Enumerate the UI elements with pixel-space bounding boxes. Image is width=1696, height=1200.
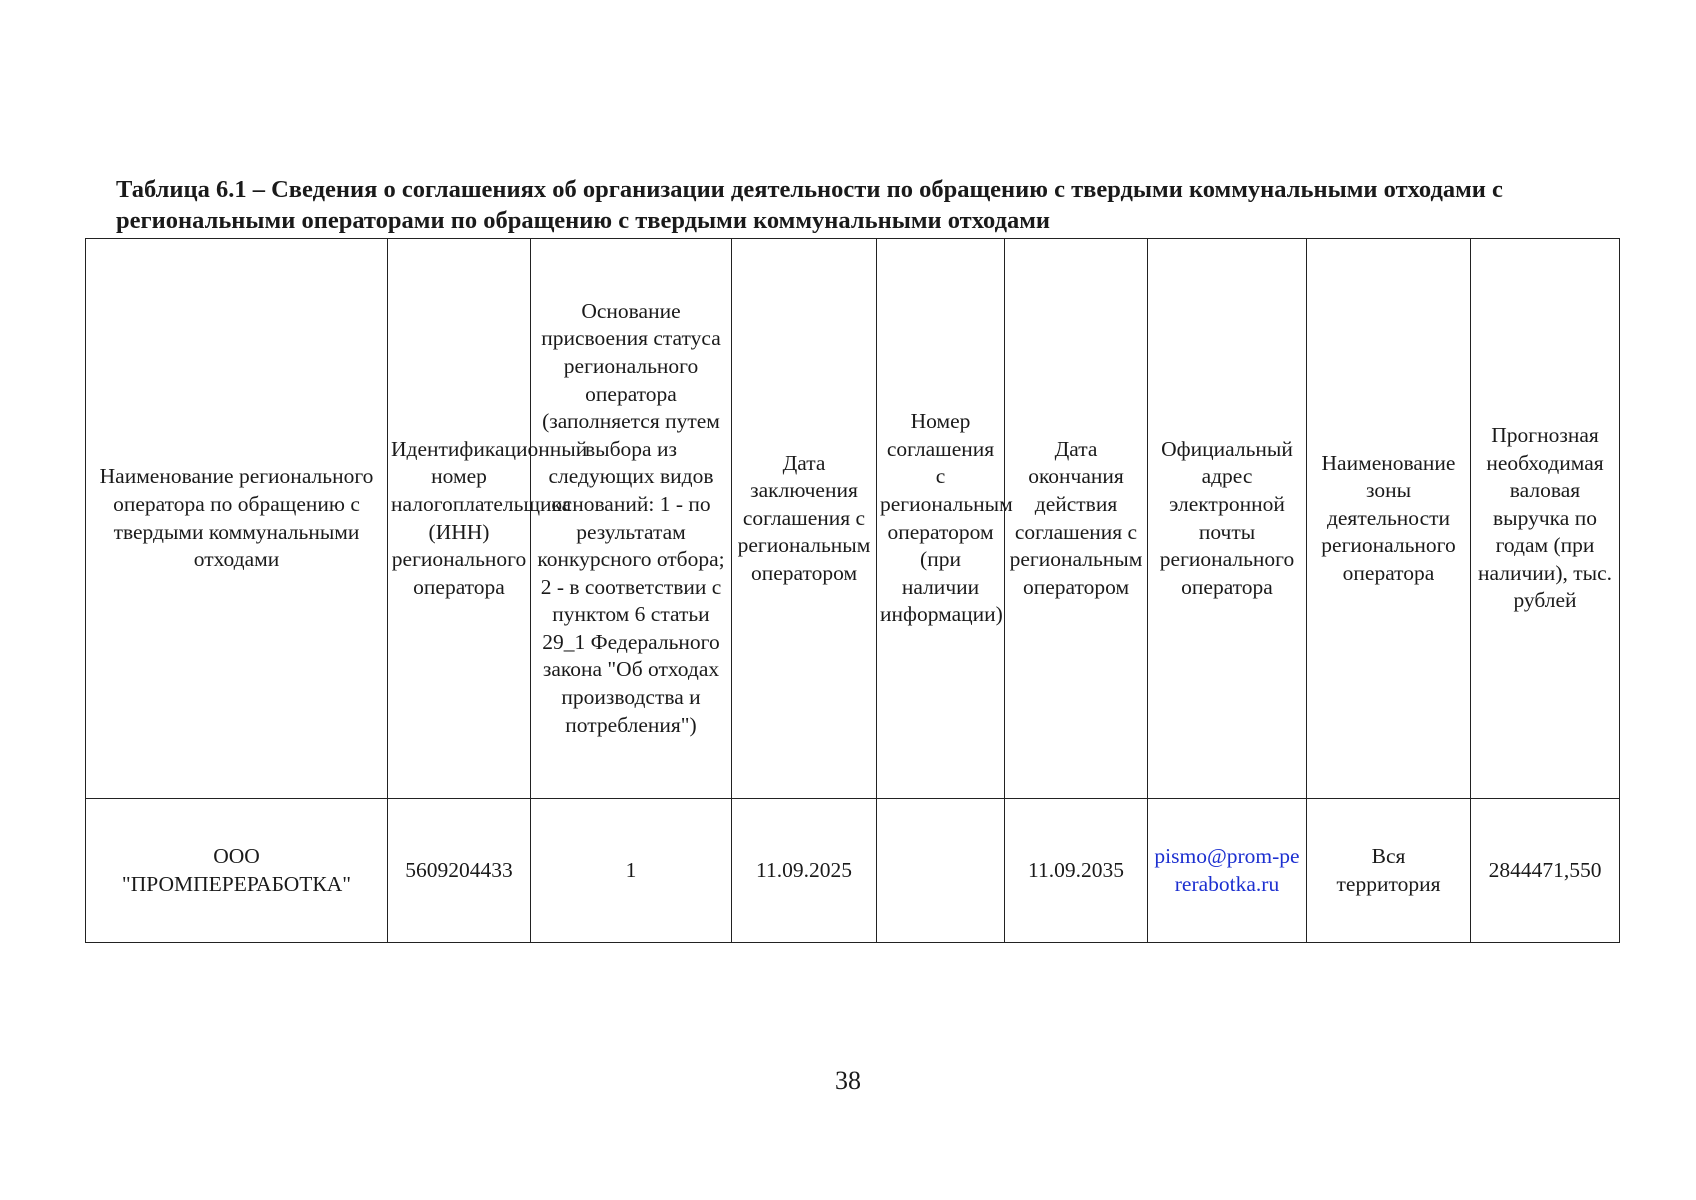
table-title: Таблица 6.1 – Сведения о соглашениях об организации деятельности по обращению с твердыми коммунальными отходами с региональными операторами по обращению с твердыми коммунальными отходами bbox=[116, 176, 1503, 234]
header-agreement-number: Номер соглашения с региональным оператором (при наличии информации) bbox=[877, 239, 1005, 799]
cell-email-link[interactable]: pismo@prom-pererabotka.ru bbox=[1148, 799, 1307, 943]
cell-inn: 5609204433 bbox=[388, 799, 531, 943]
cell-revenue: 2844471,550 bbox=[1471, 799, 1620, 943]
page-number: 38 bbox=[835, 1066, 861, 1095]
header-revenue: Прогнозная необходимая валовая выручка по годам (при наличии), тыс. рублей bbox=[1471, 239, 1620, 799]
agreements-table bbox=[85, 238, 1620, 943]
header-email: Официальный адрес электронной почты регионального оператора bbox=[1148, 239, 1307, 799]
cell-agreement-number bbox=[877, 799, 1005, 943]
header-status-basis: Основание присвоения статуса регионального оператора (заполняется путем выбора из следующих видов оснований: 1 - по результатам конкурсного отбора; 2 - в соответствии с пунктом 6 статьи 29_1 Федерального закона "Об отходах производства и потребления") bbox=[531, 239, 732, 799]
header-agreement-end-date: Дата окончания действия соглашения с региональным оператором bbox=[1005, 239, 1148, 799]
cell-zone: Вся территория bbox=[1307, 799, 1471, 943]
cell-operator-name: ООО "ПРОМПЕРЕРАБОТКА" bbox=[86, 799, 388, 943]
cell-agreement-date: 11.09.2025 bbox=[732, 799, 877, 943]
header-operator-name: Наименование регионального оператора по обращению с твердыми коммунальными отходами bbox=[86, 239, 388, 799]
cell-agreement-end-date: 11.09.2035 bbox=[1005, 799, 1148, 943]
cell-status-basis: 1 bbox=[531, 799, 732, 943]
header-agreement-date: Дата заключения соглашения с региональным оператором bbox=[732, 239, 877, 799]
header-zone: Наименование зоны деятельности регионального оператора bbox=[1307, 239, 1471, 799]
table-row bbox=[86, 799, 1620, 943]
header-inn: Идентификационный номер налогоплательщика (ИНН) регионального оператора bbox=[388, 239, 531, 799]
table-header-row bbox=[86, 239, 1620, 799]
